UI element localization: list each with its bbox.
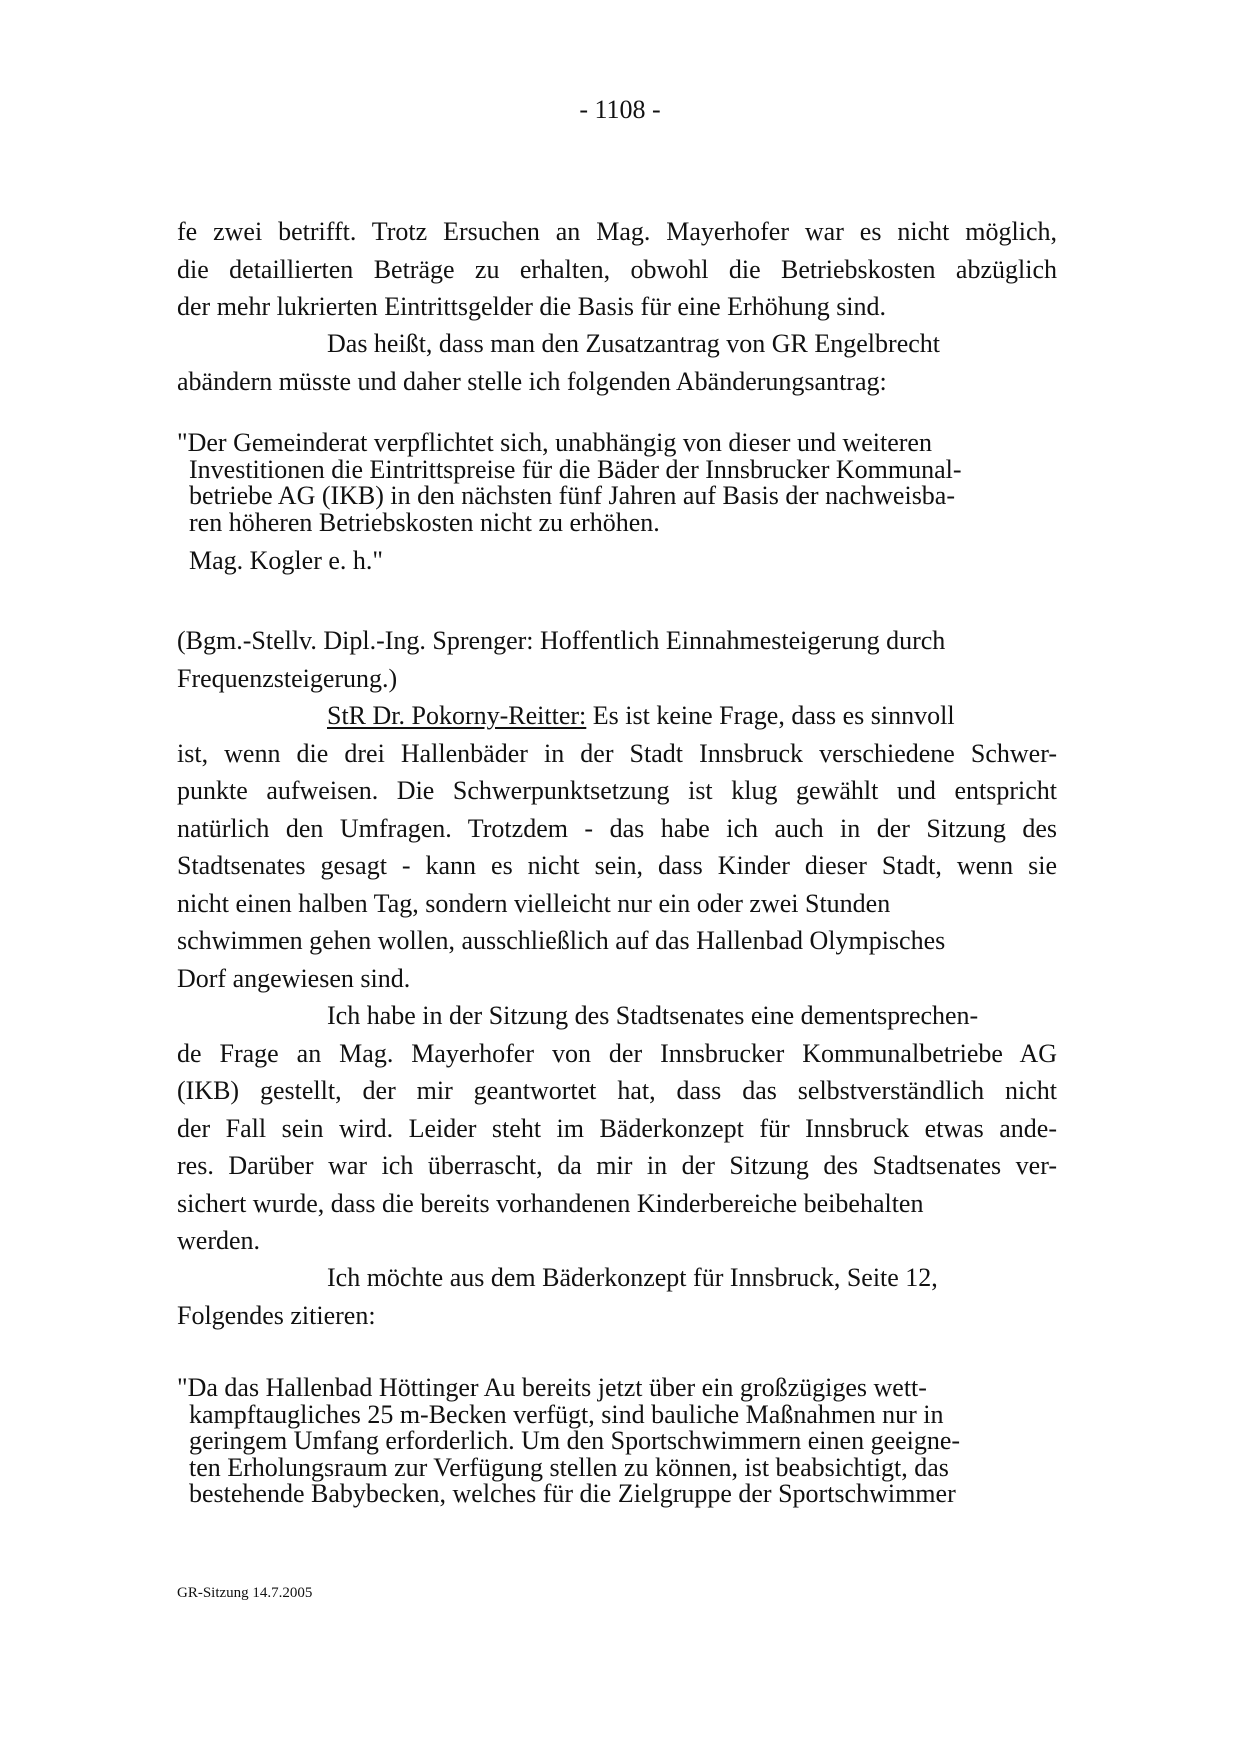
quote-line: geringem Umfang erforderlich. Um den Sportschwimmern einen geeigne-	[189, 1426, 961, 1455]
speech-paragraph	[177, 697, 1057, 997]
text-line: (Bgm.-Stellv. Dipl.-Ing. Sprenger: Hoffentlich Einnahmesteigerung durch	[177, 626, 946, 655]
text-line: Frequenzsteigerung.)	[177, 663, 398, 693]
text-line: schwimmen gehen wollen, ausschließlich auf das Hallenbad Olympisches	[177, 926, 946, 955]
text-line: die detaillierten Beträge zu erhalten, obwohl die Betriebskosten abzüglich	[177, 254, 1057, 284]
speaker-name: StR Dr. Pokorny-Reitter:	[327, 701, 587, 730]
text-line: der mehr lukrierten Eintrittsgelder die Basis für eine Erhöhung sind.	[177, 292, 887, 321]
interjection	[177, 622, 1057, 697]
text-line: Das heißt, dass man den Zusatzantrag von GR Engelbrecht	[327, 329, 940, 358]
page-footer: GR-Sitzung 14.7.2005	[177, 1585, 313, 1601]
text-line: ist, wenn die drei Hallenbäder in der Stadt Innsbruck verschiedene Schwer-	[177, 738, 1057, 768]
quote-line: "Da das Hallenbad Höttinger Au bereits jetzt über ein großzügiges wett-	[177, 1373, 927, 1402]
quote-line: bestehende Babybecken, welches für die Zielgruppe der Sportschwimmer	[189, 1479, 956, 1508]
text-line: de Frage an Mag. Mayerhofer von der Innsbrucker Kommunalbetriebe AG	[177, 1038, 1057, 1068]
quote-line: ten Erholungsraum zur Verfügung stellen zu können, ist beabsichtigt, das	[189, 1452, 949, 1482]
text-line: nicht einen halben Tag, sondern vielleicht nur ein oder zwei Stunden	[177, 888, 891, 918]
text-line: Folgendes zitieren:	[177, 1300, 376, 1330]
paragraph-1	[177, 213, 1057, 326]
motion-signature: Mag. Kogler e. h."	[189, 546, 384, 575]
text-line: fe zwei betrifft. Trotz Ersuchen an Mag. Mayerhofer war es nicht möglich,	[177, 217, 1057, 246]
text-line: abändern müsste und daher stelle ich folgenden Abänderungsantrag:	[177, 366, 887, 396]
text-line: werden.	[177, 1226, 261, 1255]
quote-line: Investitionen die Eintrittspreise für die Bäder der Innsbrucker Kommunal-	[189, 454, 962, 484]
paragraph-3	[177, 997, 1057, 1260]
text-line: (IKB) gestellt, der mir geantwortet hat, dass das selbstverständlich nicht	[177, 1076, 1057, 1105]
quote-line: kampftaugliches 25 m-Becken verfügt, sind bauliche Maßnahmen nur in	[189, 1399, 944, 1429]
speech-text: Es ist keine Frage, dass es sinnvoll	[586, 701, 955, 730]
text-line: der Fall sein wird. Leider steht im Bäderkonzept für Innsbruck etwas ande-	[177, 1113, 1057, 1143]
quote-line: "Der Gemeinderat verpflichtet sich, unabhängig von dieser und weiteren	[177, 428, 932, 457]
text-line: Dorf angewiesen sind.	[177, 963, 411, 993]
text-line: punkte aufweisen. Die Schwerpunktsetzung ist klug gewählt und entspricht	[177, 776, 1057, 805]
concept-quote	[177, 1375, 1057, 1508]
text-line: Stadtsenates gesagt - kann es nicht sein, dass Kinder dieser Stadt, wenn sie	[177, 851, 1057, 880]
motion-quote	[177, 430, 1057, 575]
quote-line: ren höheren Betriebskosten nicht zu erhöhen.	[189, 507, 660, 537]
page-number: - 1108 -	[579, 95, 661, 124]
paragraph-4	[177, 1259, 1057, 1334]
quote-line: betriebe AG (IKB) in den nächsten fünf Jahren auf Basis der nachweisba-	[189, 481, 956, 510]
text-line: Ich habe in der Sitzung des Stadtsenates eine dementsprechen-	[327, 1001, 979, 1030]
text-line: Ich möchte aus dem Bäderkonzept für Innsbruck, Seite 12,	[327, 1263, 938, 1292]
paragraph-2	[177, 325, 1057, 400]
text-line	[177, 697, 1057, 735]
text-line: natürlich den Umfragen. Trotzdem - das habe ich auch in der Sitzung des	[177, 813, 1057, 843]
text-line: sichert wurde, dass die bereits vorhandenen Kinderbereiche beibehalten	[177, 1188, 924, 1218]
text-line: res. Darüber war ich überrascht, da mir in der Sitzung des Stadtsenates ver-	[177, 1151, 1057, 1180]
